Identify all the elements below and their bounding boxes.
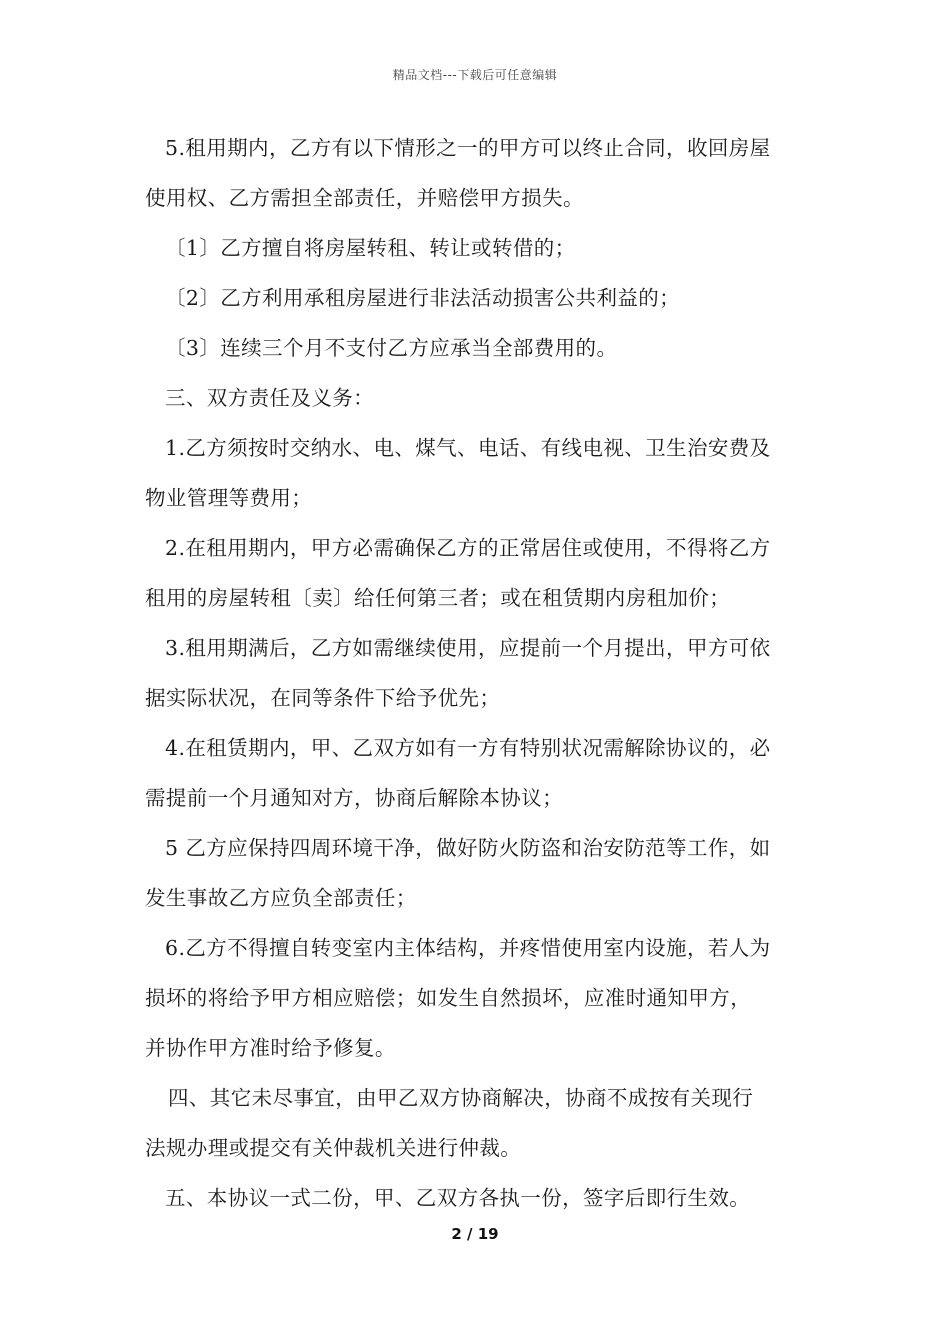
section-heading: 三、双方责任及义务： [165, 386, 374, 410]
paragraph-line: 需提前一个月通知对方，协商后解除本协议； [145, 786, 563, 810]
paragraph-line: 使用权、乙方需担全部责任，并赔偿甲方损失。 [145, 186, 584, 210]
paragraph-line: 物业管理等费用； [145, 486, 313, 510]
paragraph-line: 2.在租用期内，甲方必需确保乙方的正常居住或使用，不得将乙方 [165, 536, 771, 560]
paragraph-line: 5 乙方应保持四周环境干净，做好防火防盗和治安防范等工作，如 [165, 836, 771, 860]
paragraph-line: 法规办理或提交有关仲裁机关进行仲裁。 [145, 1136, 522, 1160]
paragraph-line: 5.租用期内，乙方有以下情形之一的甲方可以终止合同，收回房屋 [165, 136, 771, 160]
paragraph-line: 租用的房屋转租〔卖〕给任何第三者；或在租赁期内房租加价； [145, 586, 731, 610]
document-body [145, 128, 810, 1228]
paragraph-line: 4.在租赁期内，甲、乙双方如有一方有特别状况需解除协议的，必 [165, 736, 771, 760]
paragraph-line: 〔1〕乙方擅自将房屋转租、转让或转借的； [165, 236, 576, 260]
paragraph-line: 1.乙方须按时交纳水、电、煤气、电话、有线电视、卫生治安费及 [165, 436, 771, 460]
paragraph-line: 〔2〕乙方利用承租房屋进行非法活动损害公共利益的； [165, 286, 681, 310]
page-number: 2 / 19 [451, 1225, 499, 1243]
paragraph-line: 3.租用期满后，乙方如需继续使用，应提前一个月提出，甲方可依 [165, 636, 771, 660]
paragraph-line: 6.乙方不得擅自转变室内主体结构，并疼惜使用室内设施，若人为 [165, 936, 771, 960]
paragraph-line: 并协作甲方准时给予修复。 [145, 1036, 396, 1060]
paragraph-line: 〔3〕连续三个月不支付乙方应承当全部费用的。 [165, 336, 618, 360]
section-heading: 五、本协议一式二份，甲、乙双方各执一份，签字后即行生效。 [165, 1186, 751, 1210]
section-heading: 四、其它未尽事宜，由甲乙双方协商解决，协商不成按有关现行 [168, 1086, 754, 1110]
paragraph-line: 发生事故乙方应负全部责任； [145, 886, 417, 910]
page-header: 精品文档---下载后可任意编辑 [392, 68, 558, 82]
paragraph-line: 损坏的将给予甲方相应赔偿；如发生自然损坏，应准时通知甲方， [145, 986, 752, 1010]
paragraph-line: 据实际状况，在同等条件下给予优先； [145, 686, 501, 710]
